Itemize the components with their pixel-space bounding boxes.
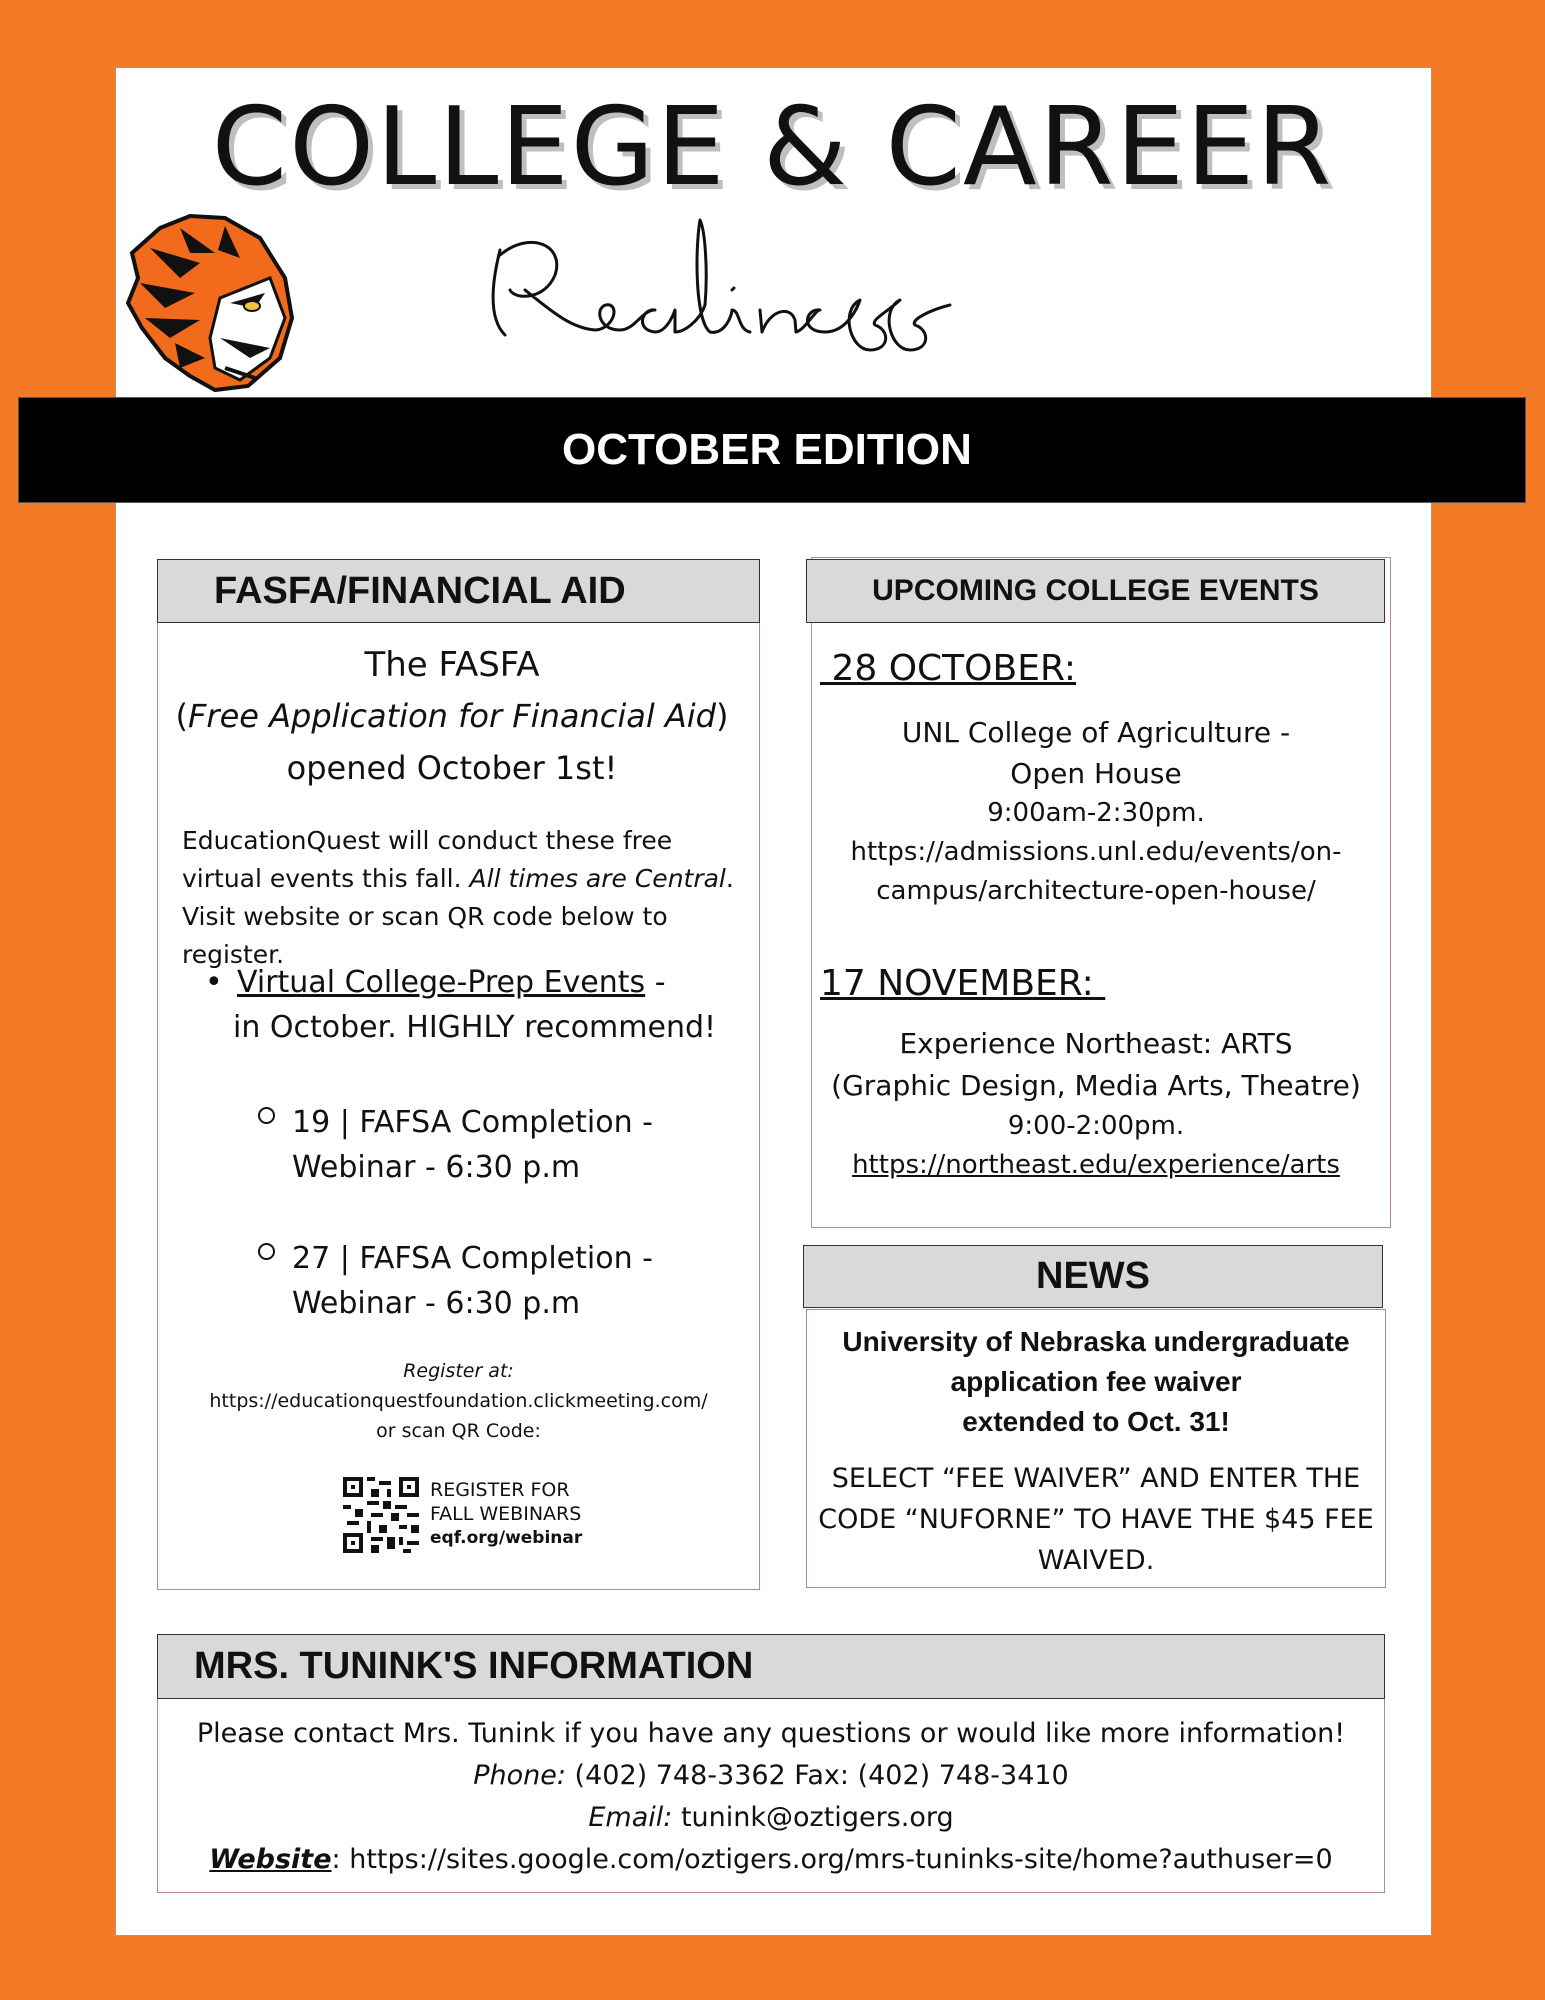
news-headline-line2: application fee waiver [950, 1366, 1242, 1397]
qr-caption-line1: REGISTER FOR [430, 1479, 570, 1501]
contact-email[interactable]: Email: tunink@oztigers.org [588, 1802, 954, 1833]
tiger-mascot-logo [120, 208, 300, 393]
qr-caption-line2: FALL WEBINARS [430, 1503, 582, 1525]
webinar-item-27: 27 | FAFSA Completion - Webinar - 6:30 p.m [292, 1241, 653, 1321]
sub-bullet-circle-1 [258, 1107, 275, 1124]
bullet-virtual-events-cont: in October. HIGHLY recommend! [233, 1010, 717, 1045]
qr-caption-url[interactable]: eqf.org/webinar [430, 1528, 583, 1548]
sub-bullet-circle-2 [258, 1243, 275, 1260]
event2-time: 9:00-2:00pm. [1007, 1111, 1185, 1141]
news-headline-line1: University of Nebraska undergraduate [842, 1326, 1350, 1357]
fafsa-intro-line1: The FASFA [364, 645, 540, 685]
newsletter-title: COLLEGE & CAREER [211, 85, 1334, 210]
event2-details [811, 1023, 1381, 1185]
fafsa-heading: FASFA/FINANCIAL AID [157, 559, 760, 623]
readiness-script-text [470, 210, 1110, 360]
event2-url[interactable]: https://northeast.edu/experience/arts [852, 1150, 1340, 1180]
bullet-dot: • [205, 965, 223, 1000]
register-label: Register at: [403, 1360, 514, 1382]
fafsa-description: EducationQuest will conduct these free virtual events this fall. All times are Central. Visit website or scan QR code below to register. [182, 826, 734, 969]
event1-title: UNL College of Agriculture - [901, 716, 1291, 749]
event1-url[interactable]: https://admissions.unl.edu/events/on- campus/architecture-open-house/ [850, 837, 1342, 906]
contact-website[interactable]: Website: https://sites.google.com/oztigers.org/mrs-tuninks-site/home?authuser=0 [209, 1844, 1333, 1875]
readiness-script-art [470, 210, 1110, 360]
event2-date: 17 NOVEMBER: [820, 963, 1106, 1004]
event1-time: 9:00am-2:30pm. [987, 798, 1205, 828]
event1-details [811, 712, 1381, 911]
contact-details [157, 1713, 1385, 1881]
news-body [806, 1458, 1386, 1581]
news-body-line1: SELECT “FEE WAIVER” AND ENTER THE [831, 1463, 1361, 1494]
fafsa-intro-line3: opened October 1st! [286, 749, 618, 787]
webinar-item-19: 19 | FAFSA Completion - Webinar - 6:30 p.m [292, 1105, 653, 1185]
contact-intro: Please contact Mrs. Tunink if you have any questions or would like more information! [196, 1718, 1346, 1749]
event1-subtitle: Open House [1010, 757, 1182, 790]
event2-subtitle: (Graphic Design, Media Arts, Theatre) [831, 1069, 1361, 1102]
qr-code-icon[interactable] [343, 1477, 419, 1553]
news-body-line2: CODE “NUFORNE” TO HAVE THE $45 FEE [818, 1504, 1374, 1535]
fafsa-intro-line2: (Free Application for Financial Aid) [175, 697, 729, 735]
news-headline [806, 1322, 1386, 1442]
register-url[interactable]: https://educationquestfoundation.clickmeeting.com/ [209, 1390, 708, 1412]
edition-banner: OCTOBER EDITION [18, 397, 1526, 503]
news-body-line3: WAIVED. [1037, 1545, 1155, 1576]
event2-title: Experience Northeast: ARTS [899, 1027, 1293, 1060]
event1-date: 28 OCTOBER: [820, 648, 1076, 689]
register-or-scan: or scan QR Code: [376, 1420, 541, 1442]
contact-heading: MRS. TUNINK'S INFORMATION [157, 1634, 1385, 1699]
news-headline-line3: extended to Oct. 31! [962, 1406, 1230, 1437]
events-heading: UPCOMING COLLEGE EVENTS [806, 559, 1385, 623]
virtual-events-link[interactable]: Virtual College-Prep Events [237, 965, 646, 1000]
qr-caption [430, 1478, 582, 1550]
news-heading: NEWS [803, 1245, 1383, 1308]
bullet-virtual-events: Virtual College-Prep Events - [237, 965, 666, 1000]
contact-phone-fax: Phone: (402) 748-3362 Fax: (402) 748-3410 [473, 1760, 1069, 1791]
